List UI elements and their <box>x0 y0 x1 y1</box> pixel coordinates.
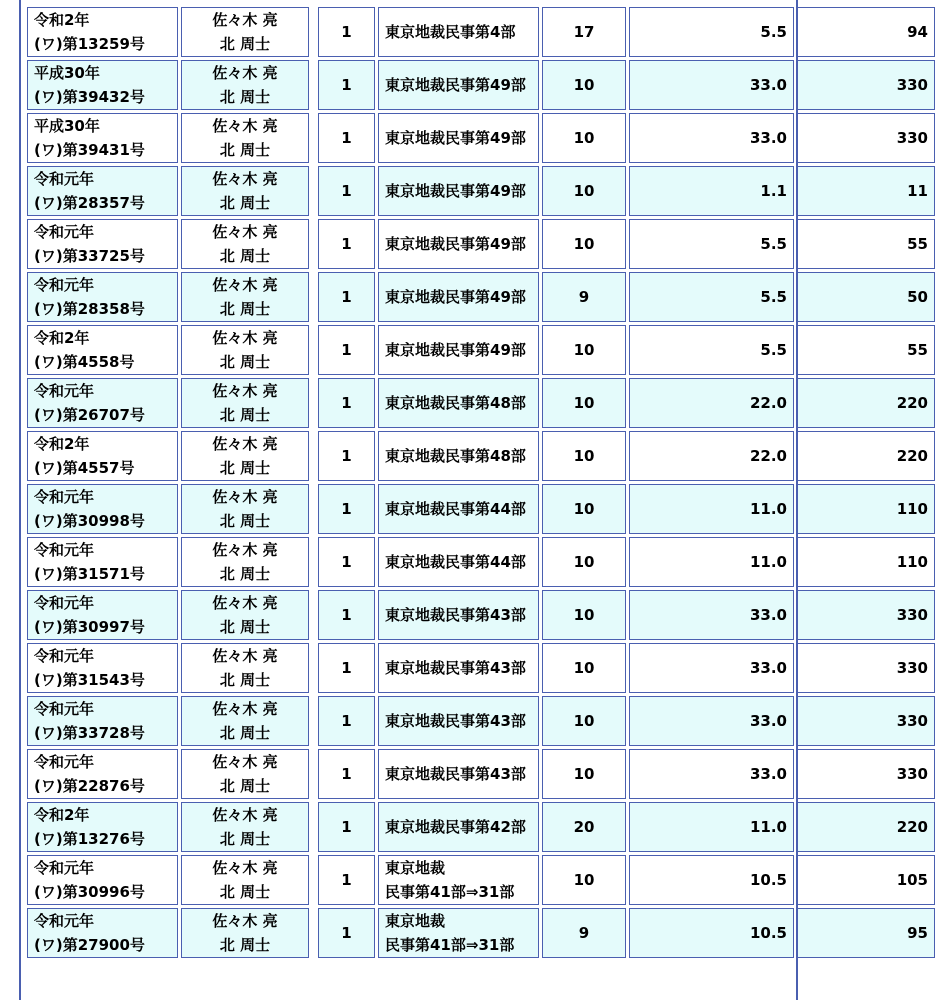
case-era: 令和元年 <box>34 647 95 665</box>
attorney-name-1: 佐々木 亮 <box>212 276 278 294</box>
total-amount-cell: 330 <box>797 113 935 163</box>
case-era: 令和元年 <box>34 382 95 400</box>
case-number-cell <box>27 537 178 587</box>
case-era: 令和元年 <box>34 700 95 718</box>
total-amount-cell: 330 <box>797 696 935 746</box>
unit-amount-cell: 5.5 <box>629 7 794 57</box>
column-gap <box>312 60 315 110</box>
court-cell <box>378 590 539 640</box>
unit-amount-cell: 1.1 <box>629 166 794 216</box>
court-name: 東京地裁民事第49部 <box>385 288 526 306</box>
quantity-cell: 10 <box>542 60 626 110</box>
attorney-cell <box>181 802 309 852</box>
attorney-name-2: 北 周士 <box>219 459 271 477</box>
unit-amount-cell: 11.0 <box>629 802 794 852</box>
case-era: 令和元年 <box>34 488 95 506</box>
unit-amount-cell: 33.0 <box>629 113 794 163</box>
attorney-name-2: 北 周士 <box>219 777 271 795</box>
attorney-cell <box>181 219 309 269</box>
total-amount-cell: 330 <box>797 643 935 693</box>
unit-amount-cell: 11.0 <box>629 484 794 534</box>
table-row <box>27 908 935 958</box>
table-row <box>27 219 935 269</box>
attorney-name-2: 北 周士 <box>219 247 271 265</box>
case-number-cell <box>27 378 178 428</box>
case-era: 令和元年 <box>34 223 95 241</box>
attorney-cell <box>181 749 309 799</box>
count-cell: 1 <box>318 7 375 57</box>
column-gap <box>312 166 315 216</box>
case-number-cell <box>27 7 178 57</box>
count-cell: 1 <box>318 166 375 216</box>
count-cell: 1 <box>318 908 375 958</box>
case-number: (ワ)第39432号 <box>34 88 145 106</box>
column-gap <box>312 484 315 534</box>
attorney-cell <box>181 431 309 481</box>
attorney-name-1: 佐々木 亮 <box>212 700 278 718</box>
column-gap <box>312 378 315 428</box>
count-cell: 1 <box>318 749 375 799</box>
table-row <box>27 166 935 216</box>
column-gap <box>312 855 315 905</box>
case-number: (ワ)第31543号 <box>34 671 145 689</box>
attorney-cell <box>181 908 309 958</box>
attorney-name-1: 佐々木 亮 <box>212 594 278 612</box>
attorney-cell <box>181 643 309 693</box>
quantity-cell: 10 <box>542 643 626 693</box>
attorney-cell <box>181 113 309 163</box>
case-number: (ワ)第28358号 <box>34 300 145 318</box>
quantity-cell: 10 <box>542 325 626 375</box>
column-gap <box>312 749 315 799</box>
attorney-name-1: 佐々木 亮 <box>212 647 278 665</box>
quantity-cell: 9 <box>542 908 626 958</box>
court-name: 東京地裁民事第49部 <box>385 341 526 359</box>
table-row <box>27 325 935 375</box>
table-row <box>27 7 935 57</box>
case-era: 平成30年 <box>34 117 100 135</box>
unit-amount-cell: 33.0 <box>629 749 794 799</box>
attorney-name-2: 北 周士 <box>219 512 271 530</box>
total-amount-cell: 105 <box>797 855 935 905</box>
total-amount-cell: 50 <box>797 272 935 322</box>
court-division: 民事第41部⇒31部 <box>385 883 515 901</box>
case-era: 令和元年 <box>34 170 95 188</box>
case-number: (ワ)第39431号 <box>34 141 145 159</box>
column-gap <box>312 325 315 375</box>
case-number: (ワ)第4557号 <box>34 459 135 477</box>
attorney-name-2: 北 周士 <box>219 830 271 848</box>
quantity-cell: 9 <box>542 272 626 322</box>
attorney-name-1: 佐々木 亮 <box>212 64 278 82</box>
unit-amount-cell: 33.0 <box>629 590 794 640</box>
count-cell: 1 <box>318 113 375 163</box>
total-amount-cell: 330 <box>797 60 935 110</box>
court-cell <box>378 166 539 216</box>
count-cell: 1 <box>318 696 375 746</box>
case-number-cell <box>27 908 178 958</box>
table-row <box>27 484 935 534</box>
unit-amount-cell: 22.0 <box>629 378 794 428</box>
table-row <box>27 643 935 693</box>
attorney-cell <box>181 696 309 746</box>
court-name: 東京地裁民事第49部 <box>385 129 526 147</box>
attorney-name-1: 佐々木 亮 <box>212 223 278 241</box>
case-number: (ワ)第30996号 <box>34 883 145 901</box>
court-cell <box>378 113 539 163</box>
attorney-name-1: 佐々木 亮 <box>212 753 278 771</box>
column-gap <box>312 908 315 958</box>
attorney-cell <box>181 855 309 905</box>
case-number-cell <box>27 855 178 905</box>
court-name: 東京地裁民事第49部 <box>385 235 526 253</box>
case-era: 令和2年 <box>34 806 90 824</box>
total-amount-cell: 94 <box>797 7 935 57</box>
attorney-cell <box>181 60 309 110</box>
total-amount-cell: 110 <box>797 484 935 534</box>
total-amount-cell: 220 <box>797 378 935 428</box>
unit-amount-cell: 11.0 <box>629 537 794 587</box>
court-name: 東京地裁民事第43部 <box>385 712 526 730</box>
case-number-cell <box>27 643 178 693</box>
count-cell: 1 <box>318 60 375 110</box>
total-amount-cell: 330 <box>797 749 935 799</box>
court-cell <box>378 60 539 110</box>
case-table <box>24 4 938 961</box>
unit-amount-cell: 5.5 <box>629 325 794 375</box>
case-number-cell <box>27 696 178 746</box>
table-row <box>27 272 935 322</box>
table-row <box>27 749 935 799</box>
attorney-name-1: 佐々木 亮 <box>212 806 278 824</box>
attorney-name-1: 佐々木 亮 <box>212 11 278 29</box>
total-amount-cell: 110 <box>797 537 935 587</box>
count-cell: 1 <box>318 802 375 852</box>
court-cell <box>378 431 539 481</box>
attorney-name-2: 北 周士 <box>219 141 271 159</box>
attorney-name-1: 佐々木 亮 <box>212 382 278 400</box>
attorney-cell <box>181 325 309 375</box>
court-name: 東京地裁民事第48部 <box>385 447 526 465</box>
unit-amount-cell: 22.0 <box>629 431 794 481</box>
attorney-name-1: 佐々木 亮 <box>212 117 278 135</box>
attorney-name-1: 佐々木 亮 <box>212 488 278 506</box>
quantity-cell: 10 <box>542 749 626 799</box>
total-amount-cell: 55 <box>797 325 935 375</box>
court-name: 東京地裁民事第43部 <box>385 765 526 783</box>
column-gap <box>312 7 315 57</box>
court-cell <box>378 855 539 905</box>
attorney-name-2: 北 周士 <box>219 300 271 318</box>
court-cell <box>378 484 539 534</box>
quantity-cell: 10 <box>542 590 626 640</box>
attorney-cell <box>181 484 309 534</box>
case-number: (ワ)第30997号 <box>34 618 145 636</box>
total-amount-cell: 220 <box>797 431 935 481</box>
court-cell <box>378 643 539 693</box>
case-table-body <box>27 7 935 958</box>
case-number: (ワ)第33728号 <box>34 724 145 742</box>
case-number-cell <box>27 325 178 375</box>
quantity-cell: 10 <box>542 113 626 163</box>
case-number-cell <box>27 272 178 322</box>
count-cell: 1 <box>318 484 375 534</box>
court-cell <box>378 908 539 958</box>
total-amount-cell: 95 <box>797 908 935 958</box>
total-amount-cell: 11 <box>797 166 935 216</box>
court-name: 東京地裁 <box>385 912 446 930</box>
case-number: (ワ)第22876号 <box>34 777 145 795</box>
column-gap <box>312 590 315 640</box>
attorney-name-1: 佐々木 亮 <box>212 435 278 453</box>
table-row <box>27 855 935 905</box>
unit-amount-cell: 33.0 <box>629 696 794 746</box>
count-cell: 1 <box>318 590 375 640</box>
case-era: 令和元年 <box>34 276 95 294</box>
case-number-cell <box>27 431 178 481</box>
attorney-name-1: 佐々木 亮 <box>212 329 278 347</box>
count-cell: 1 <box>318 855 375 905</box>
quantity-cell: 10 <box>542 219 626 269</box>
court-name: 東京地裁民事第49部 <box>385 182 526 200</box>
table-row <box>27 431 935 481</box>
attorney-name-1: 佐々木 亮 <box>212 170 278 188</box>
court-cell <box>378 272 539 322</box>
attorney-cell <box>181 537 309 587</box>
case-number-cell <box>27 749 178 799</box>
column-gap <box>312 643 315 693</box>
case-number-cell <box>27 590 178 640</box>
count-cell: 1 <box>318 537 375 587</box>
column-gap <box>312 431 315 481</box>
unit-amount-cell: 10.5 <box>629 908 794 958</box>
attorney-cell <box>181 7 309 57</box>
case-number: (ワ)第13276号 <box>34 830 145 848</box>
count-cell: 1 <box>318 219 375 269</box>
quantity-cell: 10 <box>542 696 626 746</box>
case-era: 令和元年 <box>34 859 95 877</box>
attorney-name-2: 北 周士 <box>219 565 271 583</box>
unit-amount-cell: 5.5 <box>629 272 794 322</box>
case-era: 令和2年 <box>34 329 90 347</box>
column-gap <box>312 219 315 269</box>
attorney-name-2: 北 周士 <box>219 671 271 689</box>
court-name: 東京地裁民事第43部 <box>385 659 526 677</box>
case-number-cell <box>27 219 178 269</box>
court-cell <box>378 325 539 375</box>
attorney-name-1: 佐々木 亮 <box>212 859 278 877</box>
table-row <box>27 696 935 746</box>
count-cell: 1 <box>318 378 375 428</box>
quantity-cell: 17 <box>542 7 626 57</box>
case-era: 令和元年 <box>34 912 95 930</box>
table-row <box>27 537 935 587</box>
case-number: (ワ)第33725号 <box>34 247 145 265</box>
table-row <box>27 802 935 852</box>
case-era: 令和元年 <box>34 594 95 612</box>
court-cell <box>378 378 539 428</box>
attorney-name-2: 北 周士 <box>219 194 271 212</box>
attorney-name-2: 北 周士 <box>219 353 271 371</box>
column-gap <box>312 272 315 322</box>
unit-amount-cell: 5.5 <box>629 219 794 269</box>
attorney-name-2: 北 周士 <box>219 618 271 636</box>
column-gap <box>312 696 315 746</box>
attorney-name-2: 北 周士 <box>219 35 271 53</box>
case-number: (ワ)第4558号 <box>34 353 135 371</box>
attorney-name-2: 北 周士 <box>219 883 271 901</box>
case-number: (ワ)第30998号 <box>34 512 145 530</box>
case-era: 平成30年 <box>34 64 100 82</box>
count-cell: 1 <box>318 272 375 322</box>
case-number: (ワ)第26707号 <box>34 406 145 424</box>
case-era: 令和2年 <box>34 11 90 29</box>
court-name: 東京地裁民事第49部 <box>385 76 526 94</box>
case-number: (ワ)第13259号 <box>34 35 145 53</box>
court-cell <box>378 696 539 746</box>
court-cell <box>378 7 539 57</box>
court-cell <box>378 749 539 799</box>
count-cell: 1 <box>318 325 375 375</box>
count-cell: 1 <box>318 643 375 693</box>
attorney-name-2: 北 周士 <box>219 88 271 106</box>
column-gap <box>312 802 315 852</box>
table-left-rule <box>19 0 21 1000</box>
attorney-name-1: 佐々木 亮 <box>212 912 278 930</box>
quantity-cell: 10 <box>542 484 626 534</box>
unit-amount-cell: 10.5 <box>629 855 794 905</box>
court-name: 東京地裁民事第42部 <box>385 818 526 836</box>
table-row <box>27 590 935 640</box>
quantity-cell: 10 <box>542 537 626 587</box>
unit-amount-cell: 33.0 <box>629 60 794 110</box>
case-era: 令和2年 <box>34 435 90 453</box>
attorney-name-1: 佐々木 亮 <box>212 541 278 559</box>
attorney-name-2: 北 周士 <box>219 724 271 742</box>
case-number: (ワ)第28357号 <box>34 194 145 212</box>
court-cell <box>378 537 539 587</box>
unit-amount-cell: 33.0 <box>629 643 794 693</box>
court-division: 民事第41部⇒31部 <box>385 936 515 954</box>
table-row <box>27 378 935 428</box>
case-era: 令和元年 <box>34 753 95 771</box>
case-era: 令和元年 <box>34 541 95 559</box>
attorney-cell <box>181 166 309 216</box>
quantity-cell: 10 <box>542 431 626 481</box>
court-cell <box>378 219 539 269</box>
case-number-cell <box>27 484 178 534</box>
total-amount-cell: 330 <box>797 590 935 640</box>
quantity-cell: 10 <box>542 378 626 428</box>
table-row <box>27 60 935 110</box>
court-name: 東京地裁民事第44部 <box>385 500 526 518</box>
court-cell <box>378 802 539 852</box>
quantity-cell: 10 <box>542 855 626 905</box>
column-gap <box>312 537 315 587</box>
total-amount-cell: 220 <box>797 802 935 852</box>
court-name: 東京地裁民事第48部 <box>385 394 526 412</box>
case-number-cell <box>27 113 178 163</box>
case-number-cell <box>27 802 178 852</box>
count-cell: 1 <box>318 431 375 481</box>
column-gap <box>312 113 315 163</box>
case-number: (ワ)第31571号 <box>34 565 145 583</box>
attorney-cell <box>181 590 309 640</box>
quantity-cell: 20 <box>542 802 626 852</box>
case-number-cell <box>27 60 178 110</box>
case-number-cell <box>27 166 178 216</box>
court-name: 東京地裁民事第4部 <box>385 23 516 41</box>
court-name: 東京地裁 <box>385 859 446 877</box>
case-number: (ワ)第27900号 <box>34 936 145 954</box>
quantity-cell: 10 <box>542 166 626 216</box>
court-name: 東京地裁民事第44部 <box>385 553 526 571</box>
court-name: 東京地裁民事第43部 <box>385 606 526 624</box>
table-row <box>27 113 935 163</box>
attorney-cell <box>181 378 309 428</box>
total-amount-cell: 55 <box>797 219 935 269</box>
attorney-cell <box>181 272 309 322</box>
attorney-name-2: 北 周士 <box>219 936 271 954</box>
attorney-name-2: 北 周士 <box>219 406 271 424</box>
